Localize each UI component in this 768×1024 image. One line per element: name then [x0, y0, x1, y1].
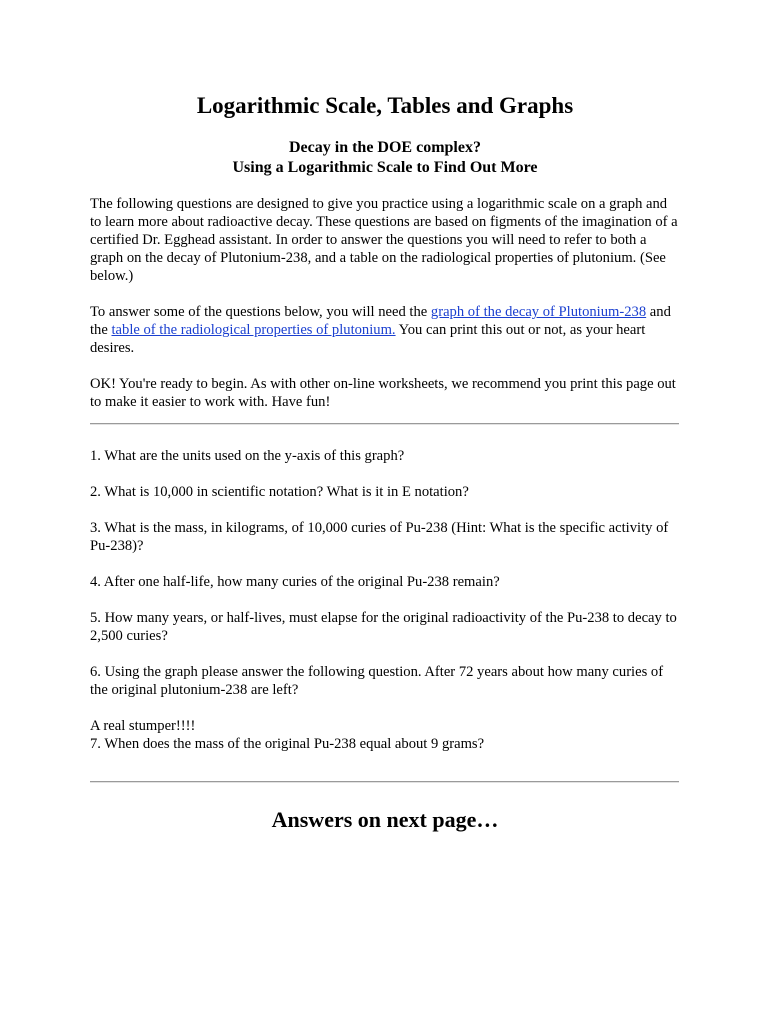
- question-6: 6. Using the graph please answer the following question. After 72 years about how many curies of the original plutonium-238 are left?: [90, 664, 664, 698]
- links-text-after: You can print this out or not, as your heart desires.: [90, 322, 646, 356]
- intro-paragraph: The following questions are designed to give you practice using a logarithmic scale on a graph and to learn more about radioactive decay. These questions are based on figments of the imagination of a certified Dr. Egghead assistant. In order to answer the questions you will need to refer to both a graph on the decay of Plutonium-238, and a table on the radiological properties of plutonium. (See below.): [90, 196, 678, 284]
- question-5: 5. How many years, or half-lives, must elapse for the original radioactivity of the Pu-238 to decay to 2,500 curies?: [90, 610, 677, 644]
- decay-graph-link[interactable]: graph of the decay of Plutonium-238: [430, 304, 647, 320]
- question-7: 7. When does the mass of the original Pu-238 equal about 9 grams?: [90, 736, 485, 752]
- question-2: 2. What is 10,000 in scientific notation? What is it in E notation?: [90, 484, 469, 500]
- subtitle-line-2: Using a Logarithmic Scale to Find Out More: [232, 159, 538, 176]
- page-title: Logarithmic Scale, Tables and Graphs: [196, 93, 574, 118]
- page-subtitle: [90, 138, 680, 178]
- question-3: 3. What is the mass, in kilograms, of 10,000 curies of Pu-238 (Hint: What is the specific activity of Pu-238)?: [90, 520, 669, 554]
- divider-top: [90, 423, 679, 425]
- links-paragraph: [90, 303, 680, 357]
- properties-table-link[interactable]: table of the radiological properties of plutonium.: [111, 322, 396, 338]
- links-text-before: To answer some of the questions below, you will need the: [90, 304, 431, 320]
- divider-bottom: [90, 781, 679, 783]
- question-4: 4. After one half-life, how many curies of the original Pu-238 remain?: [90, 574, 500, 590]
- ready-paragraph: OK! You're ready to begin. As with other on-line worksheets, we recommend you print this page out to make it easier to work with. Have fun!: [90, 376, 676, 410]
- subtitle-line-1: Decay in the DOE complex?: [289, 139, 481, 156]
- stumper-note: A real stumper!!!!: [90, 718, 196, 734]
- question-1: 1. What are the units used on the y-axis of this graph?: [90, 448, 405, 464]
- answers-note: Answers on next page…: [271, 807, 499, 832]
- links-text-middle: and the: [90, 304, 671, 338]
